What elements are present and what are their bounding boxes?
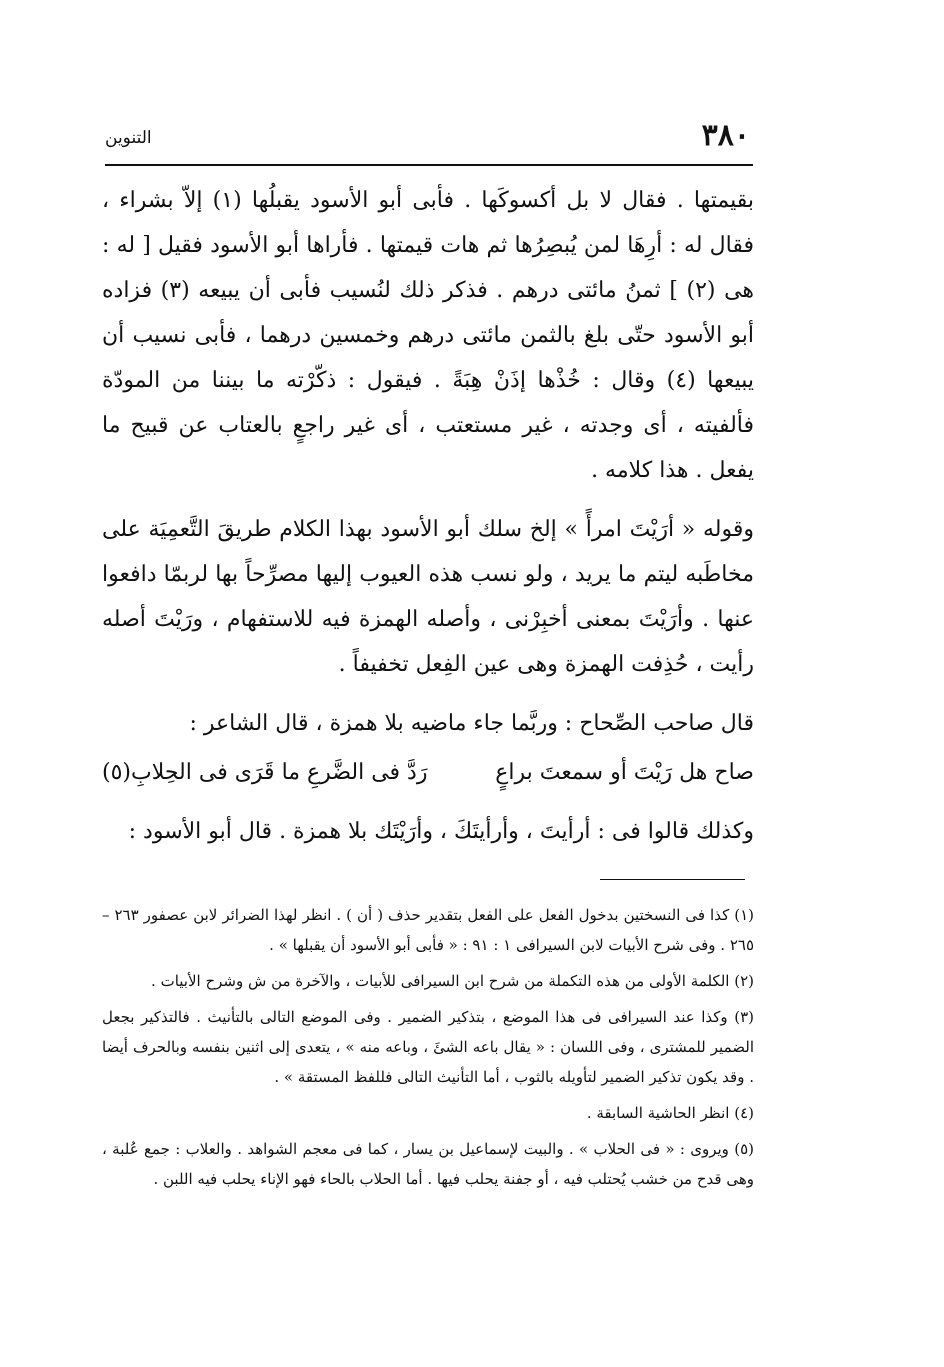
main-text	[102, 178, 754, 854]
poetry-verse	[102, 750, 754, 795]
footnotes	[102, 900, 754, 1200]
paragraph: بقيمتها . فقال لا بل أكسوكَها . فأبى أبو الأسود يقبلُها (١) إلاّ بشراء ، فقال له : أرِهَا لمن يُبصِرُها ثم هات قيمتها . فأراها أبو الأسود فقيل [ له : هى (٢) ] ثمنُ مائتى درهم . فذكر ذلك لنُسيب فأبى أن يبيعه (٣) فزاده أبو الأسود حتّى بلغ بالثمن مائتى درهم وخمسين درهما ، فأبى نسيب أن يبيعها (٤) وقال : خُذْها إذَنْ هِبَةً . فيقول : ذكّرْته ما بيننا من المودّة فألفيته ، أى وجدته ، غير مستعتب ، أى غير راجعٍ بالعتاب عن قبيح ما يفعل . هذا كلامه .	[102, 188, 755, 483]
footnote: (٥) ويروى : « فى الحلاب » . والبيت لإسماعيل بن يسار ، كما فى معجم الشواهد . والعلاب : جمع عُلبة ، وهى قدح من خشب يُحتلب فيه ، أو جفنة يحلب فيها . أما الحلاب بالحاء فهو الإناء يحلب فيه اللبن .	[102, 1140, 754, 1188]
footnote: (٢) الكلمة الأولى من هذه التكملة من شرح ابن السيرافى للأبيات ، والآخرة من ش وشرح الأبيات .	[151, 972, 754, 990]
header-rule	[105, 164, 753, 166]
running-title: التنوين	[105, 128, 152, 148]
footnote: (٣) وكذا عند السيرافى فى هذا الموضع ، بتذكير الضمير . وفى الموضع التالى بالتأنيث . فالتذكير بجعل الضمير للمشترى ، وفى اللسان : « يقال باعه الشئَ ، وباعه منه » ، يتعدى إلى اثنين بنفسه وبالحرف أيضا . وقد يكون تذكير الضمير لتأويله بالثوب ، أما التأنيث التالى فللفظ المستقة » .	[102, 1008, 754, 1086]
paragraph: قال صاحب الصِّحاح : وربَّما جاء ماضيه بلا همزة ، قال الشاعر :	[189, 711, 754, 736]
page-header	[105, 118, 750, 162]
footnote-separator	[600, 879, 745, 880]
footnote: (١) كذا فى النسختين بدخول الفعل على الفعل بتقدير حذف ( أن ) . انظر لهذا الضرائر لابن عصفور ٢٦٣ – ٢٦٥ . وفى شرح الأبيات لابن السيرافى ١ : ٩١ : « فأبى أبو الأسود أن يقبلها » .	[102, 906, 754, 954]
verse-second-hemistich: رَدَّ فى الضَّرعِ ما قَرَى فى الحِلابِ(٥)	[102, 760, 428, 785]
verse-first-hemistich: صاح هل رَيْتَ أو سمعتَ براعٍ	[495, 760, 754, 785]
page-number: ٣٨٠	[701, 118, 750, 153]
footnote: (٤) انظر الحاشية السابقة .	[586, 1104, 754, 1122]
closing-paragraph: وكذلك قالوا فى : أرأيتَ ، وأرأيتَكَ ، وأرَيْتَك بلا همزة . قال أبو الأسود :	[128, 819, 754, 844]
paragraph: وقوله « أرَيْتَ امرأً » إلخ سلك أبو الأسود بهذا الكلام طريقَ التَّعمِيَة على مخاطَبه ليتم ما يريد ، ولو نسب هذه العيوب إليها مصرِّحاً بها لربمّا دافعوا عنها . وأرَيْتَ بمعنى أخبِرْنى ، وأصله الهمزة فيه للاستفهام ، ورَيْتَ أصله رأيت ، حُذِفت الهمزة وهى عين الفِعل تخفيفاً .	[102, 517, 755, 677]
